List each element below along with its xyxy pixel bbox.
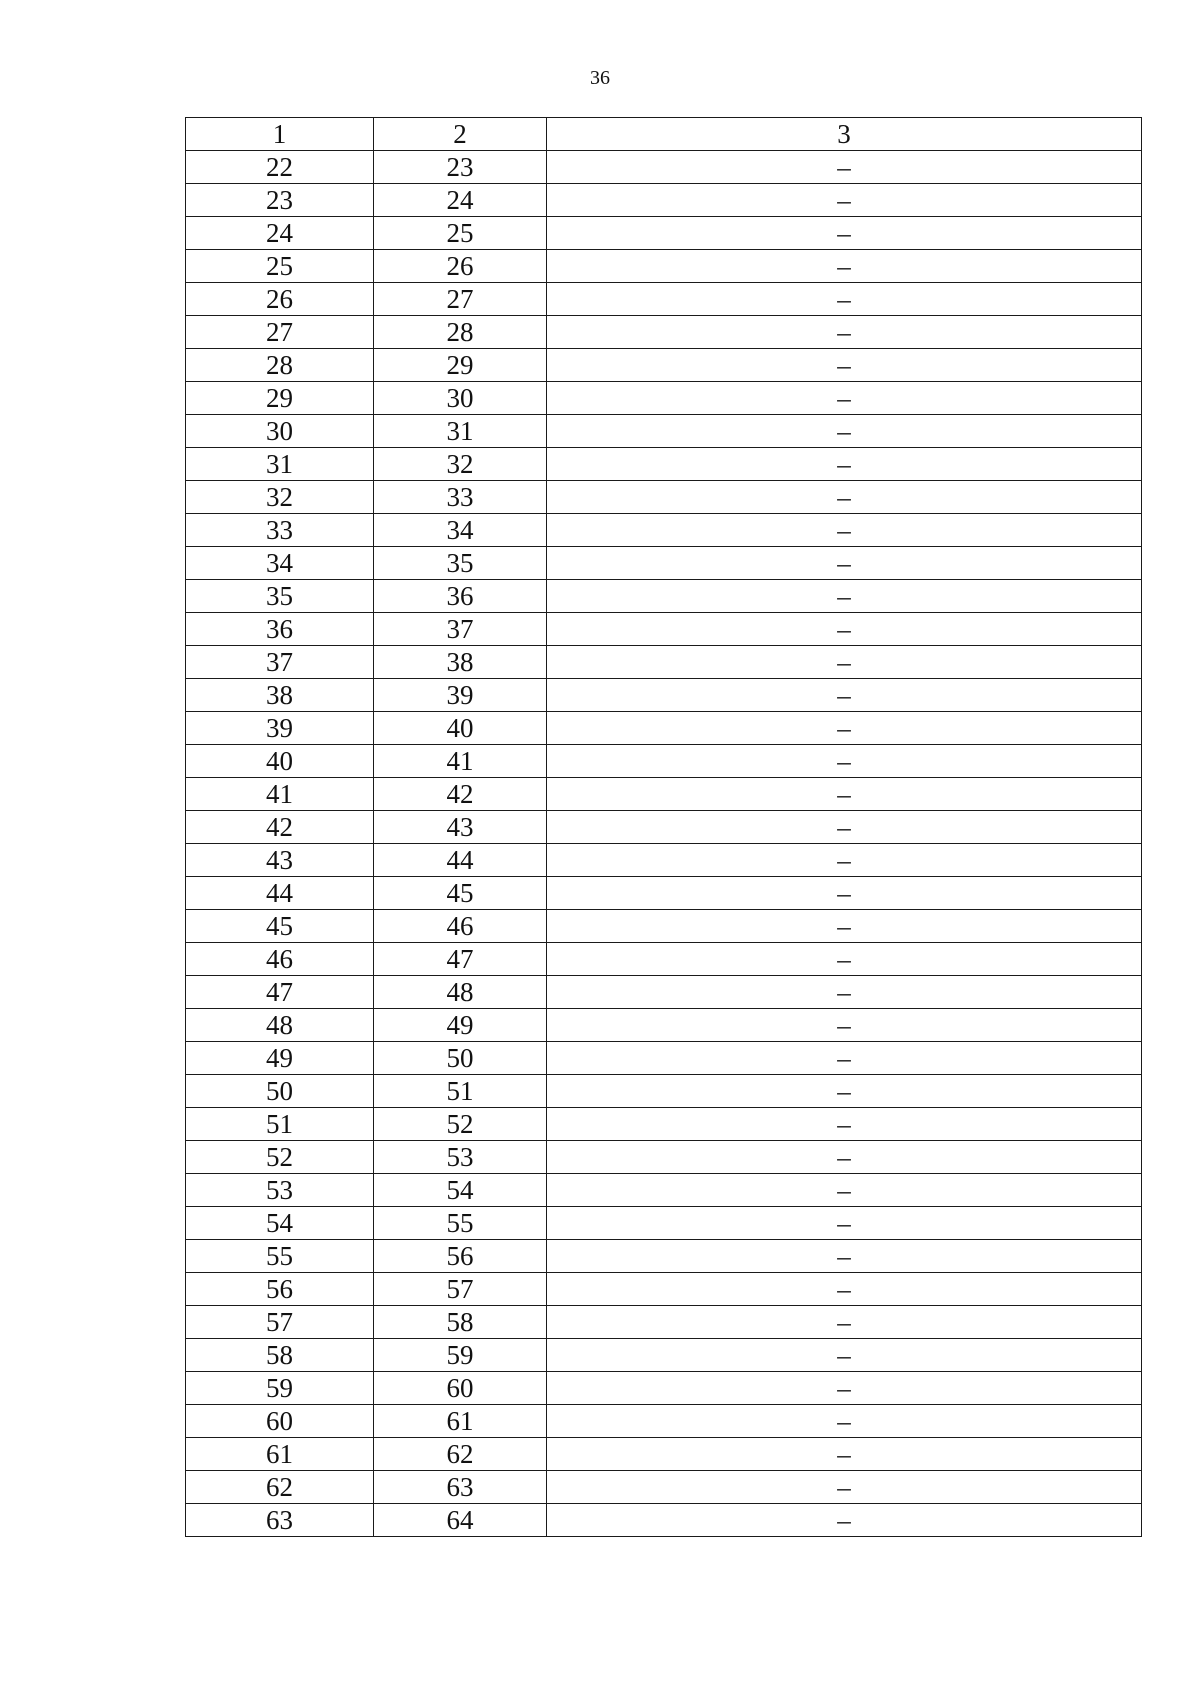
table-cell-col2: 61	[374, 1405, 547, 1438]
table-row	[186, 679, 1142, 712]
table-cell-col1: 48	[186, 1009, 374, 1042]
table-row	[186, 811, 1142, 844]
table-row	[186, 976, 1142, 1009]
table-cell-col3: –	[547, 1141, 1142, 1174]
table-cell-col3: –	[547, 1438, 1142, 1471]
table-cell-col3: –	[547, 943, 1142, 976]
table-cell-col3: –	[547, 580, 1142, 613]
table-cell-col3: –	[547, 1108, 1142, 1141]
table-cell-col1: 30	[186, 415, 374, 448]
table-cell-col3: –	[547, 415, 1142, 448]
table-cell-col1: 46	[186, 943, 374, 976]
table-cell-col1: 31	[186, 448, 374, 481]
table-cell-col2: 55	[374, 1207, 547, 1240]
table-cell-col3: –	[547, 613, 1142, 646]
table-cell-col1: 54	[186, 1207, 374, 1240]
header-cell-1: 1	[186, 118, 374, 151]
table-cell-col1: 25	[186, 250, 374, 283]
table-cell-col2: 51	[374, 1075, 547, 1108]
table-cell-col2: 53	[374, 1141, 547, 1174]
table-row	[186, 184, 1142, 217]
data-table	[185, 117, 1142, 1537]
table-cell-col3: –	[547, 1207, 1142, 1240]
table-cell-col1: 39	[186, 712, 374, 745]
page-number: 36	[590, 67, 610, 89]
table-row	[186, 613, 1142, 646]
table-cell-col3: –	[547, 382, 1142, 415]
table-row	[186, 1207, 1142, 1240]
table-cell-col3: –	[547, 316, 1142, 349]
table-row	[186, 580, 1142, 613]
table-cell-col3: –	[547, 877, 1142, 910]
table-cell-col3: –	[547, 514, 1142, 547]
table-row	[186, 1141, 1142, 1174]
table-body	[186, 118, 1142, 1537]
table-cell-col1: 47	[186, 976, 374, 1009]
table-row	[186, 547, 1142, 580]
table-cell-col3: –	[547, 910, 1142, 943]
table-cell-col1: 23	[186, 184, 374, 217]
table-cell-col3: –	[547, 1009, 1142, 1042]
table-row	[186, 646, 1142, 679]
table-cell-col1: 37	[186, 646, 374, 679]
table-cell-col3: –	[547, 448, 1142, 481]
table-row	[186, 1273, 1142, 1306]
table-row	[186, 217, 1142, 250]
table-cell-col2: 46	[374, 910, 547, 943]
table-row	[186, 1240, 1142, 1273]
table-row	[186, 481, 1142, 514]
table-cell-col3: –	[547, 1306, 1142, 1339]
table-cell-col3: –	[547, 184, 1142, 217]
table-cell-col2: 43	[374, 811, 547, 844]
table-row	[186, 712, 1142, 745]
table-cell-col3: –	[547, 250, 1142, 283]
table-row	[186, 250, 1142, 283]
table-row	[186, 151, 1142, 184]
table-row	[186, 1438, 1142, 1471]
table-cell-col3: –	[547, 481, 1142, 514]
table-cell-col2: 44	[374, 844, 547, 877]
table-cell-col2: 37	[374, 613, 547, 646]
table-cell-col2: 23	[374, 151, 547, 184]
table-row	[186, 448, 1142, 481]
table-cell-col1: 62	[186, 1471, 374, 1504]
table-cell-col2: 52	[374, 1108, 547, 1141]
table-row	[186, 844, 1142, 877]
table-cell-col3: –	[547, 811, 1142, 844]
table-cell-col1: 57	[186, 1306, 374, 1339]
table-row	[186, 1504, 1142, 1537]
table-row	[186, 877, 1142, 910]
table-cell-col2: 30	[374, 382, 547, 415]
table-cell-col3: –	[547, 745, 1142, 778]
table-cell-col2: 60	[374, 1372, 547, 1405]
table-row	[186, 745, 1142, 778]
table-cell-col2: 28	[374, 316, 547, 349]
table-row	[186, 910, 1142, 943]
table-row	[186, 316, 1142, 349]
table-cell-col2: 29	[374, 349, 547, 382]
table-cell-col1: 45	[186, 910, 374, 943]
table-cell-col3: –	[547, 349, 1142, 382]
table-cell-col2: 47	[374, 943, 547, 976]
table-cell-col2: 35	[374, 547, 547, 580]
table-cell-col1: 44	[186, 877, 374, 910]
table-cell-col2: 50	[374, 1042, 547, 1075]
table-cell-col2: 49	[374, 1009, 547, 1042]
table-cell-col2: 40	[374, 712, 547, 745]
table-cell-col1: 49	[186, 1042, 374, 1075]
table-cell-col3: –	[547, 217, 1142, 250]
table-row	[186, 1306, 1142, 1339]
table-cell-col2: 36	[374, 580, 547, 613]
table-cell-col1: 33	[186, 514, 374, 547]
table-header-row	[186, 118, 1142, 151]
table-cell-col1: 56	[186, 1273, 374, 1306]
table-row	[186, 514, 1142, 547]
table-cell-col3: –	[547, 151, 1142, 184]
table-row	[186, 1372, 1142, 1405]
table-row	[186, 1471, 1142, 1504]
table-cell-col2: 54	[374, 1174, 547, 1207]
table-cell-col1: 38	[186, 679, 374, 712]
table-cell-col3: –	[547, 547, 1142, 580]
table-cell-col3: –	[547, 679, 1142, 712]
table-cell-col2: 45	[374, 877, 547, 910]
table-cell-col1: 35	[186, 580, 374, 613]
table-row	[186, 415, 1142, 448]
table-cell-col2: 57	[374, 1273, 547, 1306]
table-cell-col1: 61	[186, 1438, 374, 1471]
table-row	[186, 283, 1142, 316]
table-cell-col3: –	[547, 283, 1142, 316]
table-cell-col2: 59	[374, 1339, 547, 1372]
table-cell-col2: 39	[374, 679, 547, 712]
table-cell-col3: –	[547, 1273, 1142, 1306]
table-cell-col2: 24	[374, 184, 547, 217]
table-cell-col2: 56	[374, 1240, 547, 1273]
table-cell-col3: –	[547, 1471, 1142, 1504]
table-cell-col2: 32	[374, 448, 547, 481]
table-cell-col3: –	[547, 1339, 1142, 1372]
table-cell-col2: 48	[374, 976, 547, 1009]
table-cell-col3: –	[547, 976, 1142, 1009]
table-cell-col1: 22	[186, 151, 374, 184]
table-row	[186, 1108, 1142, 1141]
table-cell-col3: –	[547, 1504, 1142, 1537]
table-cell-col2: 41	[374, 745, 547, 778]
table-cell-col3: –	[547, 1372, 1142, 1405]
table-row	[186, 382, 1142, 415]
table-cell-col1: 40	[186, 745, 374, 778]
table-cell-col1: 34	[186, 547, 374, 580]
header-cell-3: 3	[547, 118, 1142, 151]
table-row	[186, 1174, 1142, 1207]
table-cell-col2: 42	[374, 778, 547, 811]
table-cell-col1: 36	[186, 613, 374, 646]
table-cell-col1: 28	[186, 349, 374, 382]
table-cell-col2: 25	[374, 217, 547, 250]
table-cell-col1: 29	[186, 382, 374, 415]
table-row	[186, 1405, 1142, 1438]
table-row	[186, 1042, 1142, 1075]
table-cell-col1: 51	[186, 1108, 374, 1141]
table-cell-col1: 50	[186, 1075, 374, 1108]
table-cell-col2: 38	[374, 646, 547, 679]
table-cell-col1: 55	[186, 1240, 374, 1273]
table-cell-col1: 59	[186, 1372, 374, 1405]
table-row	[186, 1009, 1142, 1042]
table-cell-col1: 27	[186, 316, 374, 349]
table-cell-col1: 53	[186, 1174, 374, 1207]
table-cell-col3: –	[547, 712, 1142, 745]
table-cell-col1: 42	[186, 811, 374, 844]
table-row	[186, 349, 1142, 382]
table-cell-col3: –	[547, 1240, 1142, 1273]
table-cell-col3: –	[547, 1174, 1142, 1207]
table-cell-col2: 26	[374, 250, 547, 283]
table-row	[186, 943, 1142, 976]
header-cell-2: 2	[374, 118, 547, 151]
table-cell-col2: 27	[374, 283, 547, 316]
table-cell-col1: 52	[186, 1141, 374, 1174]
table-cell-col3: –	[547, 844, 1142, 877]
table-cell-col3: –	[547, 646, 1142, 679]
table-cell-col3: –	[547, 1075, 1142, 1108]
table-cell-col2: 64	[374, 1504, 547, 1537]
table-cell-col1: 41	[186, 778, 374, 811]
table-cell-col2: 62	[374, 1438, 547, 1471]
table-cell-col2: 34	[374, 514, 547, 547]
table-cell-col1: 26	[186, 283, 374, 316]
table-cell-col3: –	[547, 1042, 1142, 1075]
table-row	[186, 778, 1142, 811]
table-cell-col1: 58	[186, 1339, 374, 1372]
table-cell-col1: 60	[186, 1405, 374, 1438]
table-cell-col2: 58	[374, 1306, 547, 1339]
table-cell-col3: –	[547, 1405, 1142, 1438]
table-cell-col2: 33	[374, 481, 547, 514]
table-cell-col2: 31	[374, 415, 547, 448]
table-cell-col1: 32	[186, 481, 374, 514]
table-row	[186, 1075, 1142, 1108]
table-cell-col2: 63	[374, 1471, 547, 1504]
table-cell-col1: 63	[186, 1504, 374, 1537]
table-cell-col1: 43	[186, 844, 374, 877]
table-row	[186, 1339, 1142, 1372]
table-cell-col3: –	[547, 778, 1142, 811]
table-cell-col1: 24	[186, 217, 374, 250]
